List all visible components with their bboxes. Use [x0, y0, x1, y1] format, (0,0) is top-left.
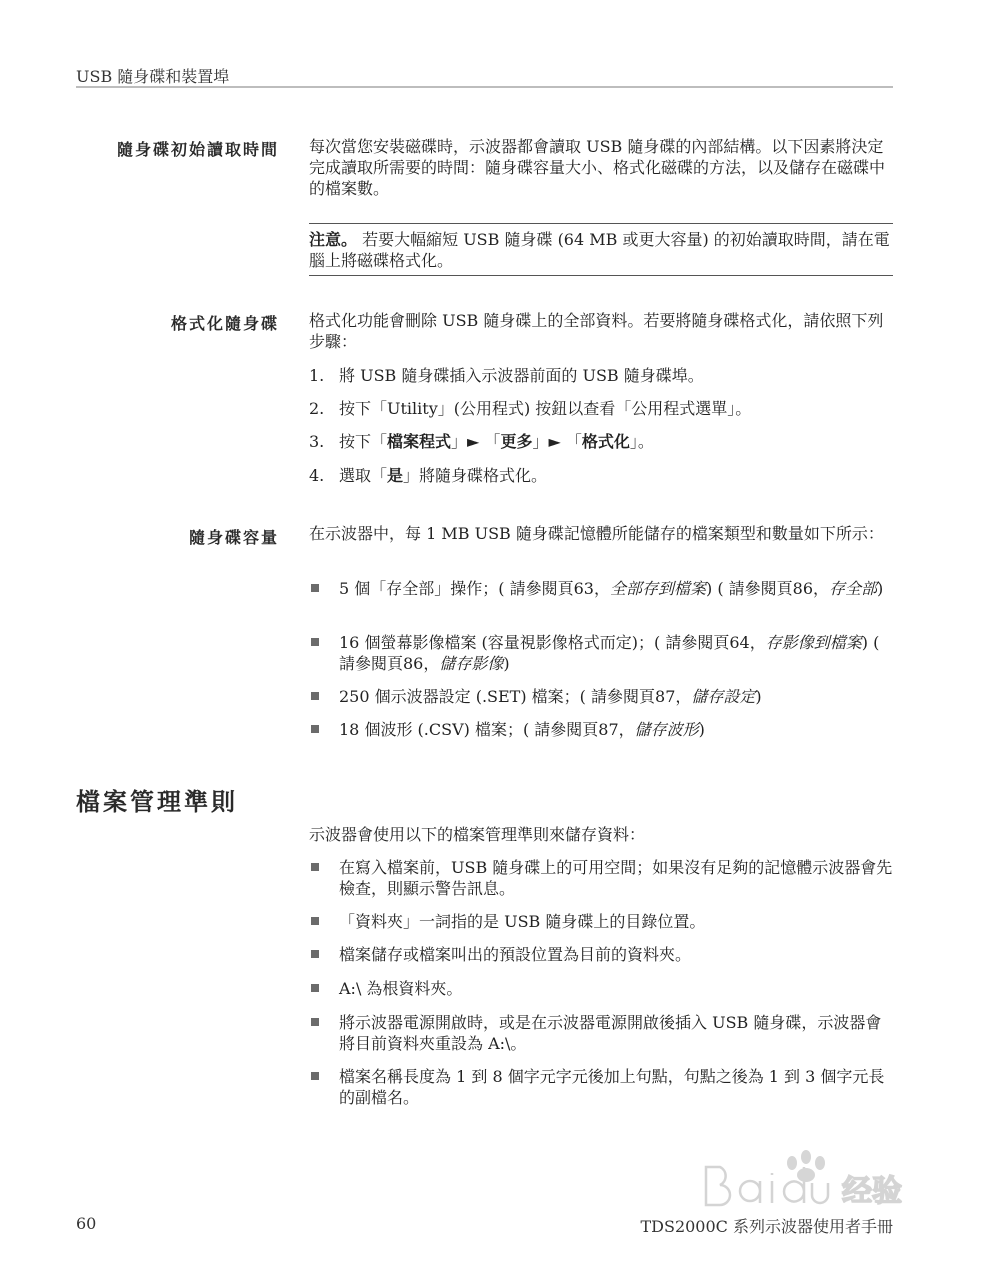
bullet-text: 將示波器電源開啟時，或是在示波器電源開啟後插入 USB 隨身碟，示波器會將目前資料夾重設為 A:\。 [339, 1013, 882, 1053]
step-text: 」。 [629, 432, 654, 451]
rules-bullet [309, 944, 893, 965]
rules-intro: 示波器會使用以下的檔案管理準則來儲存資料： [309, 825, 646, 844]
bullet-text: 「資料夾」一詞指的是 USB 隨身碟上的目錄位置。 [339, 912, 706, 931]
bullet-square-icon [311, 984, 319, 992]
bullet-square-icon [311, 950, 319, 958]
bullet-text: 16 個螢幕影像檔案 (容量視影像格式而定)；( 請參閱頁64， [339, 633, 766, 652]
step-text: 將 USB 隨身碟插入示波器前面的 USB 隨身碟埠。 [339, 366, 704, 385]
menu-format: 格式化 [581, 432, 630, 451]
capacity-paragraph: 在示波器中，每 1 MB USB 隨身碟記憶體所能儲存的檔案類型和數量如下所示： [309, 524, 884, 543]
capacity-bullet [309, 578, 893, 599]
bullet-square-icon [311, 725, 319, 733]
bullet-text: 18 個波形 (.CSV) 檔案；( 請參閱頁87， [339, 720, 635, 739]
step-text: 」將隨身碟格式化。 [403, 466, 548, 485]
step-text: 選取「 [339, 466, 388, 485]
bullet-text: ) [755, 687, 762, 706]
header-rule [76, 86, 893, 88]
rules-bullet [309, 1066, 893, 1108]
section-heading-rules: 檔案管理準則 [76, 788, 238, 816]
bullet-text: ) [877, 579, 884, 598]
bullet-text: ) [698, 720, 705, 739]
step-number: 3. [309, 432, 325, 451]
rules-bullet [309, 978, 893, 999]
running-header: USB 隨身碟和裝置埠 [76, 67, 230, 86]
bullet-text: A:\ 為根資料夾。 [339, 979, 463, 998]
side-heading-capacity: 隨身碟容量 [188, 528, 279, 547]
rules-bullet [309, 1012, 893, 1054]
step-2 [309, 398, 893, 419]
init-paragraph: 每次當您安裝磁碟時，示波器都會讀取 USB 隨身碟的內部結構。以下因素將決定完成讀取所需要的時間：隨身碟容量大小、格式化磁碟的方法，以及儲存在磁碟中的檔案數。 [309, 137, 886, 198]
cross-ref-link: 儲存波形 [634, 720, 699, 739]
cross-ref-link: 全部存到檔案 [609, 579, 706, 598]
bullet-text: 檔案儲存或檔案叫出的預設位置為目前的資料夾。 [339, 945, 692, 964]
step-1 [309, 365, 893, 386]
format-paragraph: 格式化功能會刪除 USB 隨身碟上的全部資料。若要將隨身碟格式化，請依照下列步驟： [309, 311, 884, 351]
bullet-text: ) ( 請參閱頁86， [705, 579, 830, 598]
bullet-square-icon [311, 584, 319, 592]
cross-ref-link: 存影像到檔案 [765, 633, 862, 652]
menu-file-utilities: 檔案程式 [387, 432, 452, 451]
page-number: 60 [76, 1214, 97, 1233]
step-number: 4. [309, 466, 325, 485]
manual-title: TDS2000C 系列示波器使用者手冊 [640, 1217, 893, 1236]
cross-ref-link: 儲存設定 [691, 687, 756, 706]
note-text: 若要大幅縮短 USB 隨身碟 (64 MB 或更大容量) 的初始讀取時間，請在電腦上將磁碟格式化。 [309, 230, 890, 270]
menu-yes: 是 [387, 466, 404, 485]
bullet-text: ) [503, 654, 510, 673]
bullet-square-icon [311, 1072, 319, 1080]
bullet-square-icon [311, 917, 319, 925]
bullet-text: ) ( 請參閱頁86， [339, 633, 880, 673]
menu-more: 更多 [500, 432, 533, 451]
side-heading-init: 隨身碟初始讀取時間 [116, 140, 279, 159]
cross-ref-link: 存全部 [829, 579, 878, 598]
bullet-text: 5 個「存全部」操作；( 請參閱頁63， [339, 579, 610, 598]
step-number: 1. [309, 366, 325, 385]
note-box [309, 223, 893, 276]
note-label: 注意。 [309, 230, 358, 249]
baidu-watermark-logo [692, 1145, 932, 1225]
step-3 [309, 431, 893, 452]
bullet-square-icon [311, 692, 319, 700]
bullet-text: 檔案名稱長度為 1 到 8 個字元字元後加上句點，句點之後為 1 到 3 個字元長的副檔名。 [339, 1067, 885, 1107]
step-text: 」► 「 [532, 432, 582, 451]
rules-bullet [309, 857, 893, 899]
step-4 [309, 465, 893, 486]
step-text: 」► 「 [451, 432, 501, 451]
bullet-text: 在寫入檔案前，USB 隨身碟上的可用空間；如果沒有足夠的記憶體示波器會先檢查，則顯示警告訊息。 [339, 858, 893, 898]
rules-bullet [309, 911, 893, 932]
capacity-bullet [309, 686, 893, 707]
step-text: 按下「 [339, 432, 388, 451]
bullet-square-icon [311, 1018, 319, 1026]
step-number: 2. [309, 399, 325, 418]
step-text: 按下「Utility」(公用程式) 按鈕以查看「公用程式選單」。 [339, 399, 752, 418]
side-heading-format: 格式化隨身碟 [170, 314, 279, 333]
bullet-square-icon [311, 863, 319, 871]
svg-text:经验: 经验 [842, 1174, 902, 1209]
bullet-text: 250 個示波器設定 (.SET) 檔案；( 請參閱頁87， [339, 687, 692, 706]
capacity-bullet [309, 632, 893, 674]
cross-ref-link: 儲存影像 [439, 654, 504, 673]
bullet-square-icon [311, 638, 319, 646]
capacity-bullet [309, 719, 893, 740]
